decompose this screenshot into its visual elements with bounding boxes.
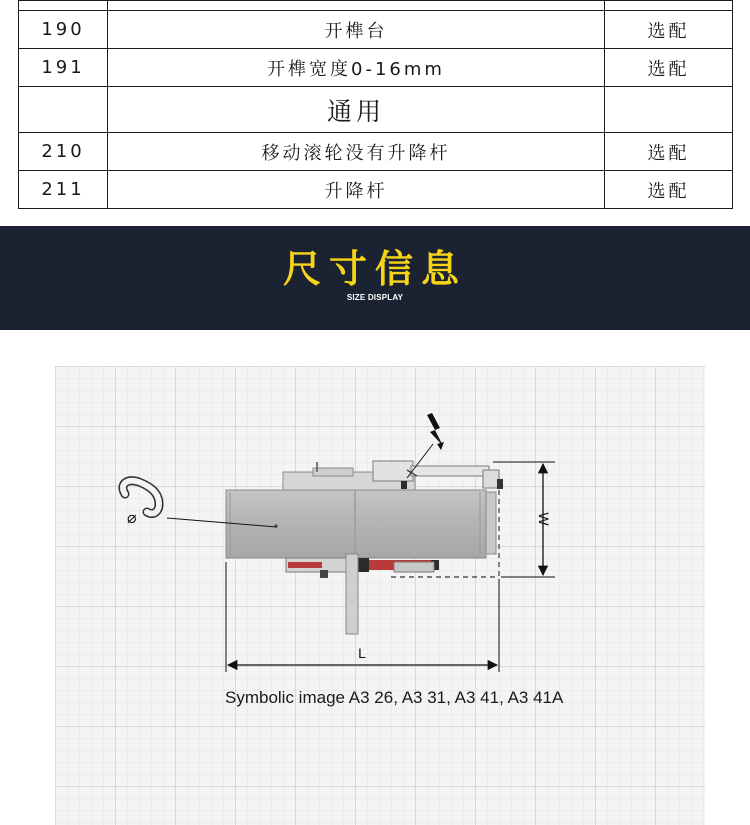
upper-carriage: [283, 461, 503, 490]
machine-top-view: [55, 366, 705, 825]
dimension-drawing: [55, 366, 705, 825]
section-subtitle: SIZE DISPLAY: [346, 293, 404, 302]
spec-table: [18, 0, 733, 209]
item-name: 开榫台: [108, 11, 605, 49]
item-code: 190: [19, 11, 108, 49]
table-group-row: [19, 87, 733, 133]
item-code: 211: [19, 171, 108, 209]
table-row: [19, 133, 733, 171]
diameter-symbol: ⌀: [127, 508, 137, 527]
table-row: [19, 11, 733, 49]
item-code: 191: [19, 49, 108, 87]
drawing-caption: Symbolic image A3 26, A3 31, A3 41, A3 41A: [225, 688, 564, 707]
item-name: 升降杆: [108, 171, 605, 209]
item-name: 移动滚轮没有升降杆: [108, 133, 605, 171]
item-option: 选配: [605, 133, 733, 171]
item-code: 210: [19, 133, 108, 171]
table-row-partial: [19, 1, 733, 11]
table-row: [19, 171, 733, 209]
group-label: 通用: [108, 87, 605, 133]
length-label: L: [358, 645, 366, 661]
item-option: 选配: [605, 49, 733, 87]
item-name: 开榫宽度0-16mm: [108, 49, 605, 87]
section-title: 尺寸信息: [282, 247, 467, 291]
table-row: [19, 49, 733, 87]
length-dimension: [226, 562, 499, 672]
item-option: 选配: [605, 171, 733, 209]
machine-body: [226, 490, 496, 558]
lower-frame: [286, 554, 439, 634]
width-label: W: [536, 512, 552, 526]
section-banner: [0, 226, 750, 330]
item-option: 选配: [605, 11, 733, 49]
